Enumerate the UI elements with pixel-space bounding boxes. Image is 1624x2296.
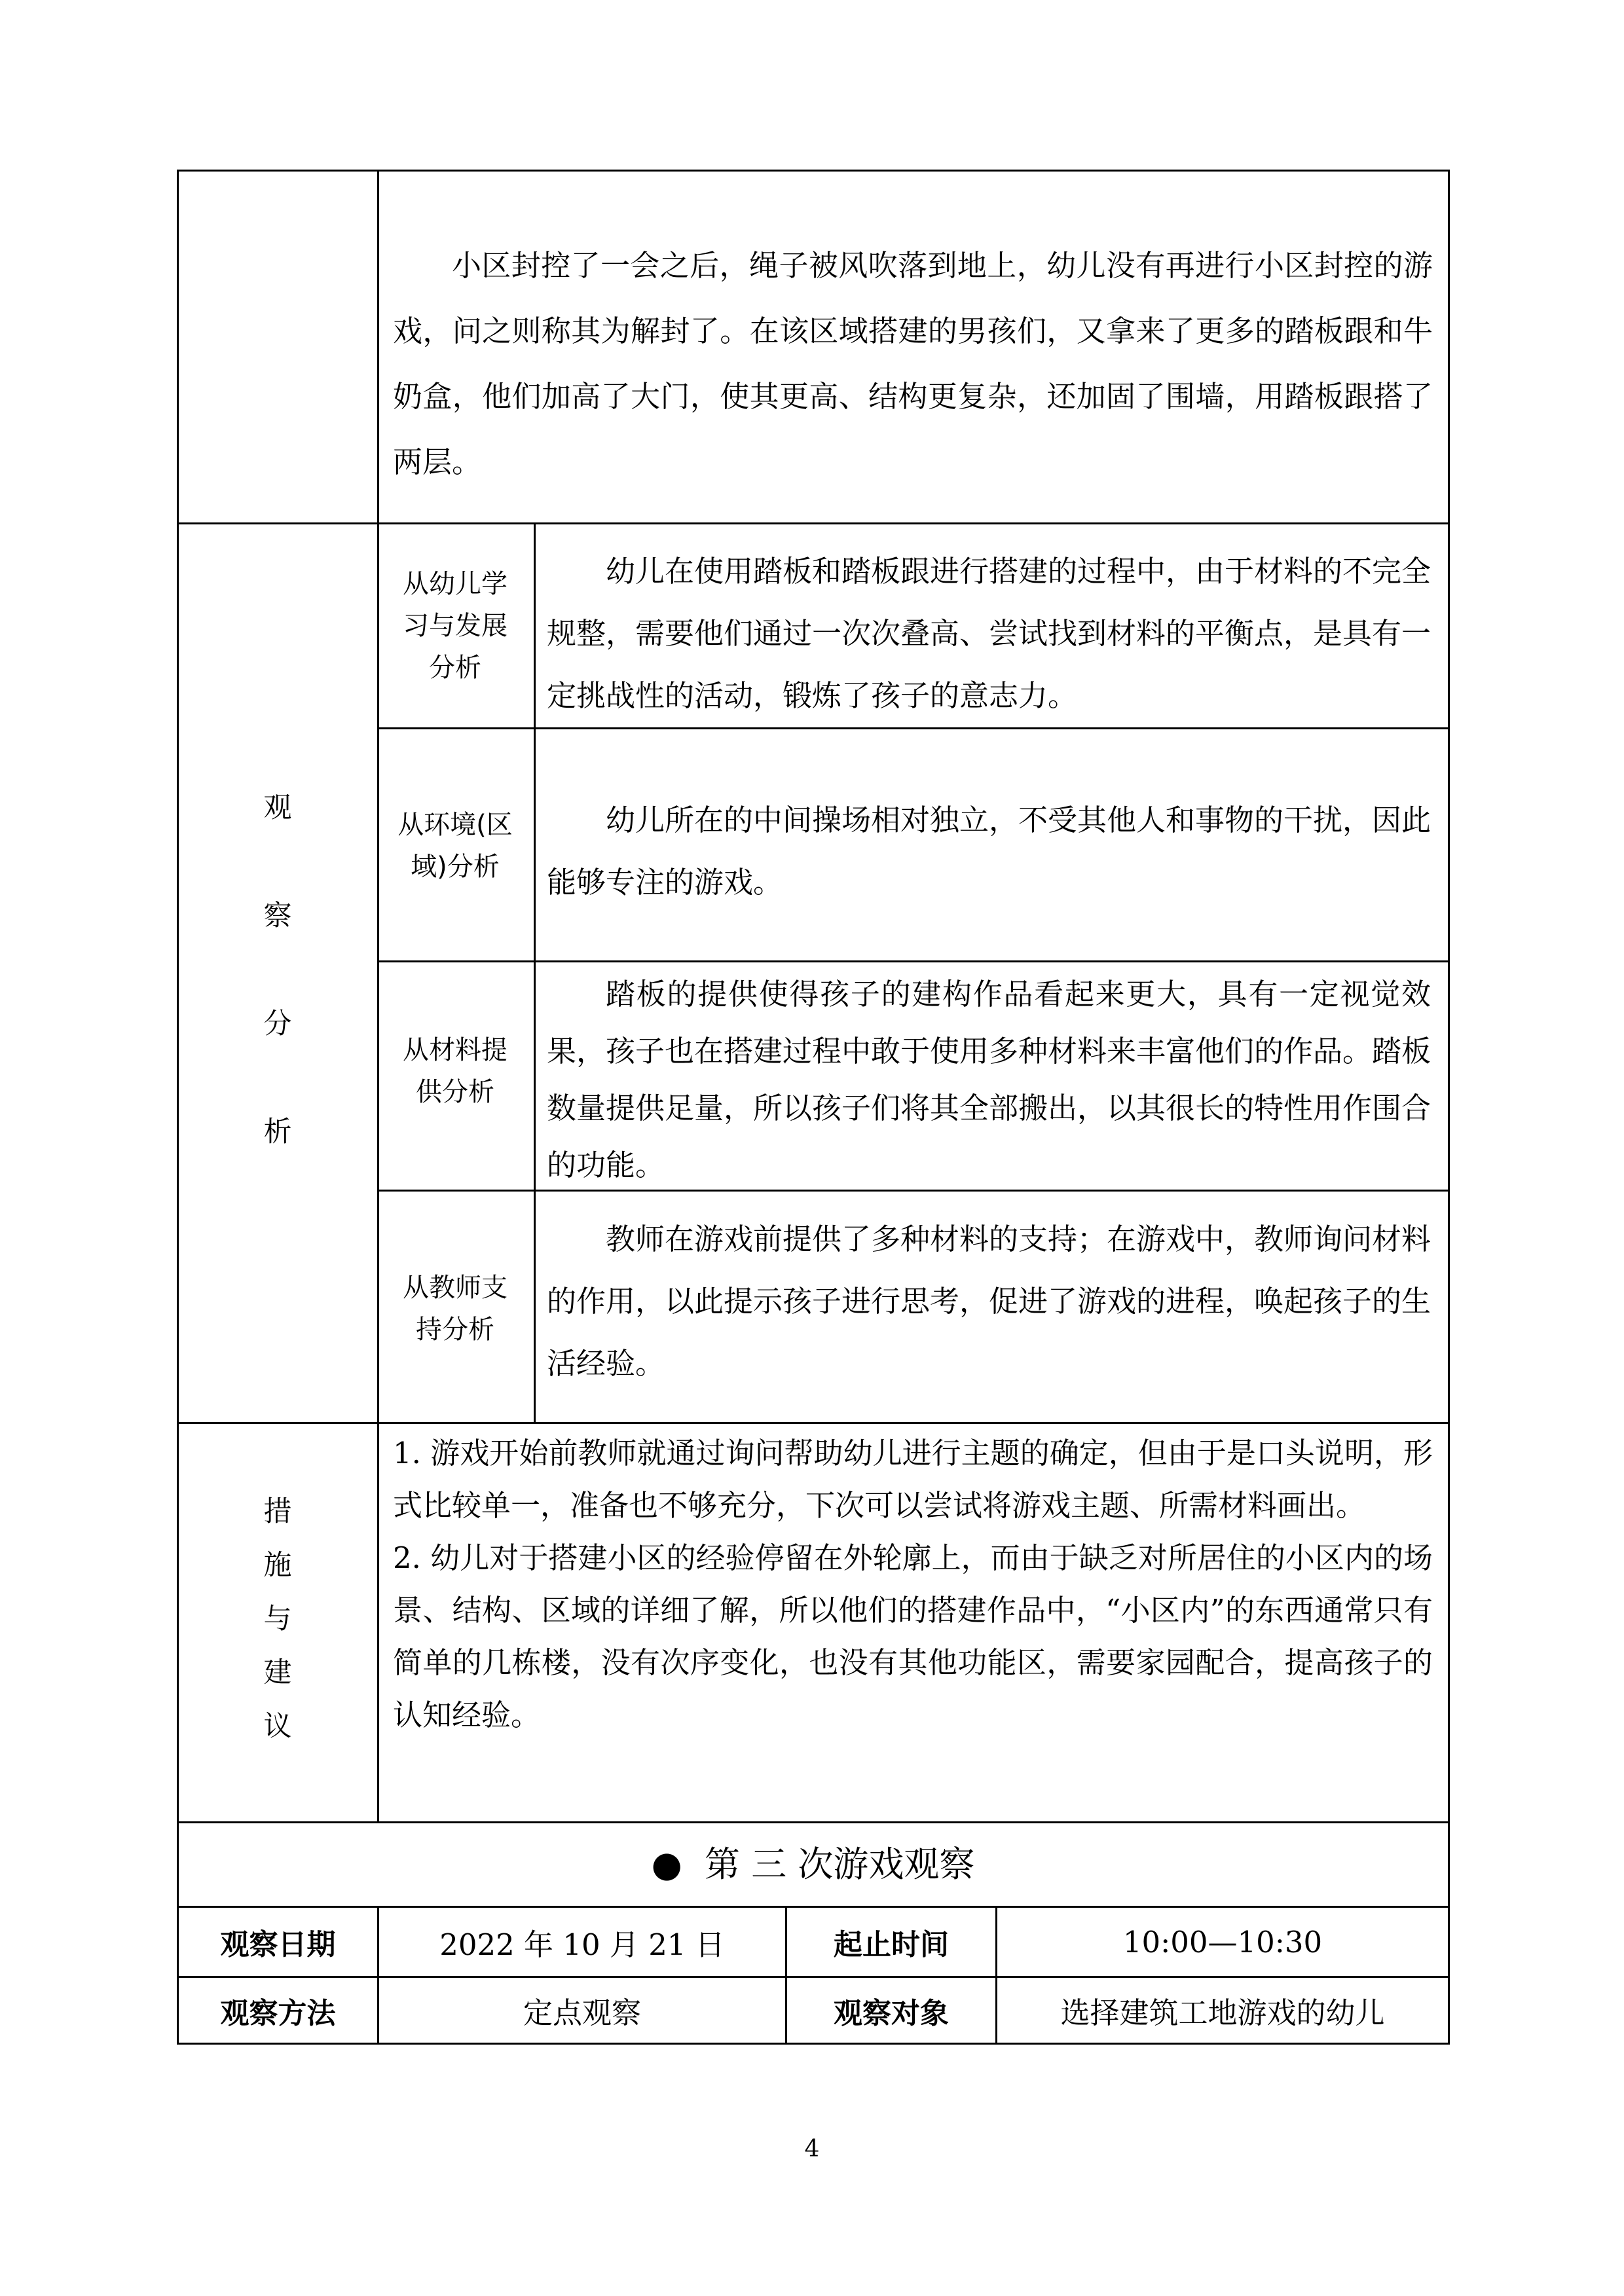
row-divider — [377, 960, 1450, 962]
time-value: 10:00—10:30 — [1122, 1924, 1323, 1959]
measure-item: 1. 游戏开始前教师就通过询问帮助幼儿进行主题的确定，但由于是口头说明，形式比较单一，准备也不够充分，下次可以尝试将游戏主题、所需材料画出。 — [393, 1436, 1433, 1523]
analysis-text: 幼儿所在的中间操场相对独立，不受其他人和事物的干扰，因此能够专注的游戏。 — [547, 803, 1431, 900]
title-char: 施 — [263, 1549, 292, 1582]
analysis-label: 从幼儿学习与发展分析 — [403, 569, 507, 683]
row-divider — [177, 1422, 1450, 1424]
top-paragraph: 小区封控了一会之后，绳子被风吹落到地上，幼儿没有再进行小区封控的游戏，问之则称其为解封了。在该区域搭建的男孩们，又拿来了更多的踏板跟和牛奶盒，他们加高了大门，使其更高、结构更复杂，还加固了围墙，用踏板跟搭了两层。 — [393, 248, 1433, 479]
analysis-text: 踏板的提供使得孩子的建构作品看起来更大，具有一定视觉效果，孩子也在搭建过程中敢于使用多种材料来丰富他们的作品。踏板数量提供足量，所以孩子们将其全部搬出，以其很长的特性用作围合的功能。 — [547, 977, 1431, 1182]
analysis-text: 教师在游戏前提供了多种材料的支持；在游戏中，教师询问材料的作用，以此提示孩子进行思考，促进了游戏的进程，唤起孩子的生活经验。 — [547, 1222, 1431, 1381]
date-label: 观察日期 — [220, 1928, 336, 1961]
measures-list — [393, 1427, 1433, 1741]
analysis-label: 从材料提供分析 — [403, 1035, 507, 1107]
table-border-right — [1448, 170, 1450, 2045]
table-border-top — [177, 170, 1450, 172]
section-title: ● 第 三 次游戏观察 — [651, 1844, 975, 1885]
time-label: 起止时间 — [834, 1928, 949, 1961]
target-label: 观察对象 — [834, 1996, 949, 2030]
title-char: 察 — [263, 900, 292, 932]
analysis-text: 幼儿在使用踏板和踏板跟进行搭建的过程中，由于材料的不完全规整，需要他们通过一次次叠高、尝试找到材料的平衡点，是具有一定挑战性的活动，锻炼了孩子的意志力。 — [547, 554, 1431, 713]
title-char: 措 — [263, 1495, 292, 1528]
date-value: 2022 年 10 月 21 日 — [439, 1927, 725, 1962]
title-char: 观 — [263, 792, 292, 824]
column-divider — [534, 522, 536, 1424]
page-number: 4 — [804, 2136, 820, 2162]
title-char: 与 — [263, 1603, 292, 1635]
measures-title — [178, 1489, 377, 1758]
method-label: 观察方法 — [220, 1996, 336, 2030]
column-divider — [377, 170, 379, 1823]
observation-analysis-title — [178, 786, 377, 1218]
title-char: 建 — [263, 1656, 292, 1689]
target-value: 选择建筑工地游戏的幼儿 — [1060, 1995, 1385, 2030]
analysis-label: 从环境(区域)分析 — [397, 810, 513, 882]
table-border-bottom — [177, 2043, 1450, 2045]
title-char: 分 — [263, 1008, 292, 1040]
row-divider — [177, 522, 1450, 524]
measure-item: 2. 幼儿对于搭建小区的经验停留在外轮廓上，而由于缺乏对所居住的小区内的场景、结构、区域的详细了解，所以他们的搭建作品中，“小区内”的东西通常只有简单的几栋楼，没有次序变化，也没有其他功能区，需要家园配合，提高孩子的认知经验。 — [393, 1540, 1433, 1732]
row-divider — [377, 727, 1450, 729]
analysis-label: 从教师支持分析 — [403, 1273, 507, 1345]
method-value: 定点观察 — [523, 1995, 641, 2030]
title-char: 析 — [263, 1116, 292, 1148]
title-char: 议 — [263, 1710, 292, 1743]
